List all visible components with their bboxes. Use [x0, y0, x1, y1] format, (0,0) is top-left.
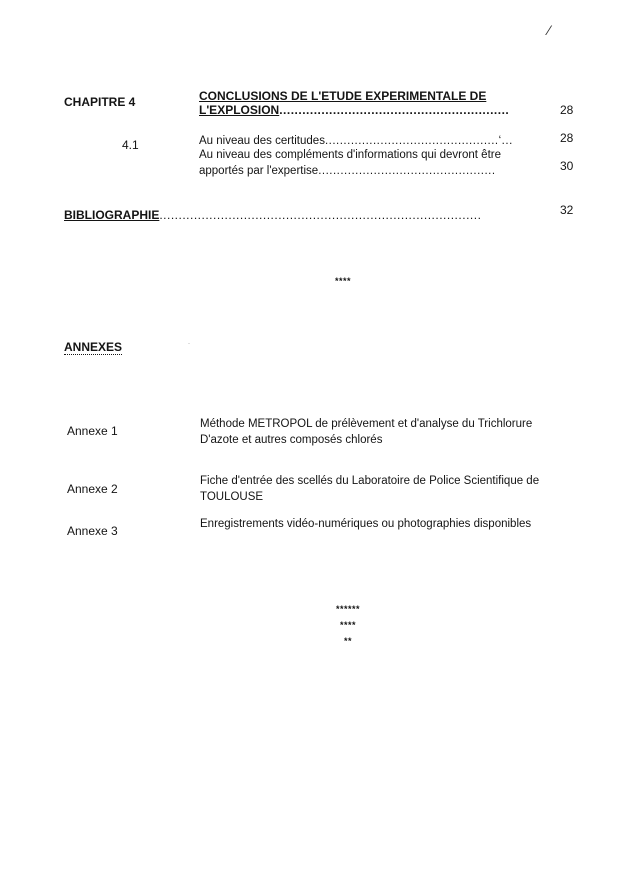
- stray-dot: ·: [188, 341, 190, 347]
- annexe-3-label: Annexe 3: [67, 524, 118, 538]
- margin-mark: ⁄: [548, 22, 551, 38]
- bibliography-label: BIBLIOGRAPHIE: [64, 208, 160, 222]
- chapter-4-title-line2: L'EXPLOSION: [199, 103, 280, 117]
- section-4-1-number: 4.1: [122, 138, 139, 152]
- annexe-1-line2: D'azote et autres composés chlorés: [200, 434, 383, 446]
- chapter-4-label: CHAPITRE 4: [64, 95, 136, 109]
- chapter-4-title-line1: CONCLUSIONS DE L'ETUDE EXPERIMENTALE DE: [199, 89, 487, 103]
- toc-entry-complements-leader: ................................................: [318, 165, 496, 177]
- toc-entry-certitudes-leader: ...............................................‘...: [324, 135, 513, 147]
- annexe-2-line1: Fiche d'entrée des scellés du Laboratoire de Police Scientifique de: [200, 475, 540, 487]
- annexe-3-line1: Enregistrements vidéo-numériques ou photographies disponibles: [200, 518, 532, 530]
- bibliography-leader: ....................................................................................: [159, 208, 482, 222]
- chapter-4-leader: ............................................................: [279, 103, 510, 117]
- toc-entry-bibliography: [64, 208, 481, 222]
- annexe-1-line1: Méthode METROPOL de prélèvement et d'analyse du Trichlorure: [200, 418, 533, 430]
- chapter-4-page: 28: [560, 103, 574, 117]
- annexe-2-label: Annexe 2: [67, 482, 118, 496]
- end-stars-2: ****: [339, 620, 356, 630]
- end-stars-3: **: [343, 636, 352, 646]
- bibliography-page: 32: [560, 203, 574, 217]
- annexe-1-label: Annexe 1: [67, 424, 118, 438]
- toc-entry-certitudes-text: Au niveau des certitudes: [199, 135, 325, 147]
- toc-entry-complements-text: apportés par l'expertise: [199, 165, 319, 177]
- toc-entry-complements-line2: [199, 165, 496, 177]
- end-stars-1: ******: [335, 604, 360, 614]
- annexes-heading: ANNEXES: [64, 340, 123, 354]
- toc-entry-complements-line1: Au niveau des compléments d'informations qui devront être: [199, 149, 501, 161]
- toc-entry-certitudes: [199, 135, 513, 147]
- annexe-2-line2: TOULOUSE: [200, 491, 264, 503]
- chapter-4-title-line2-row: [199, 103, 509, 117]
- separator-stars: ****: [334, 276, 351, 286]
- toc-entry-certitudes-page: 28: [560, 131, 574, 145]
- toc-entry-complements-page: 30: [560, 159, 574, 173]
